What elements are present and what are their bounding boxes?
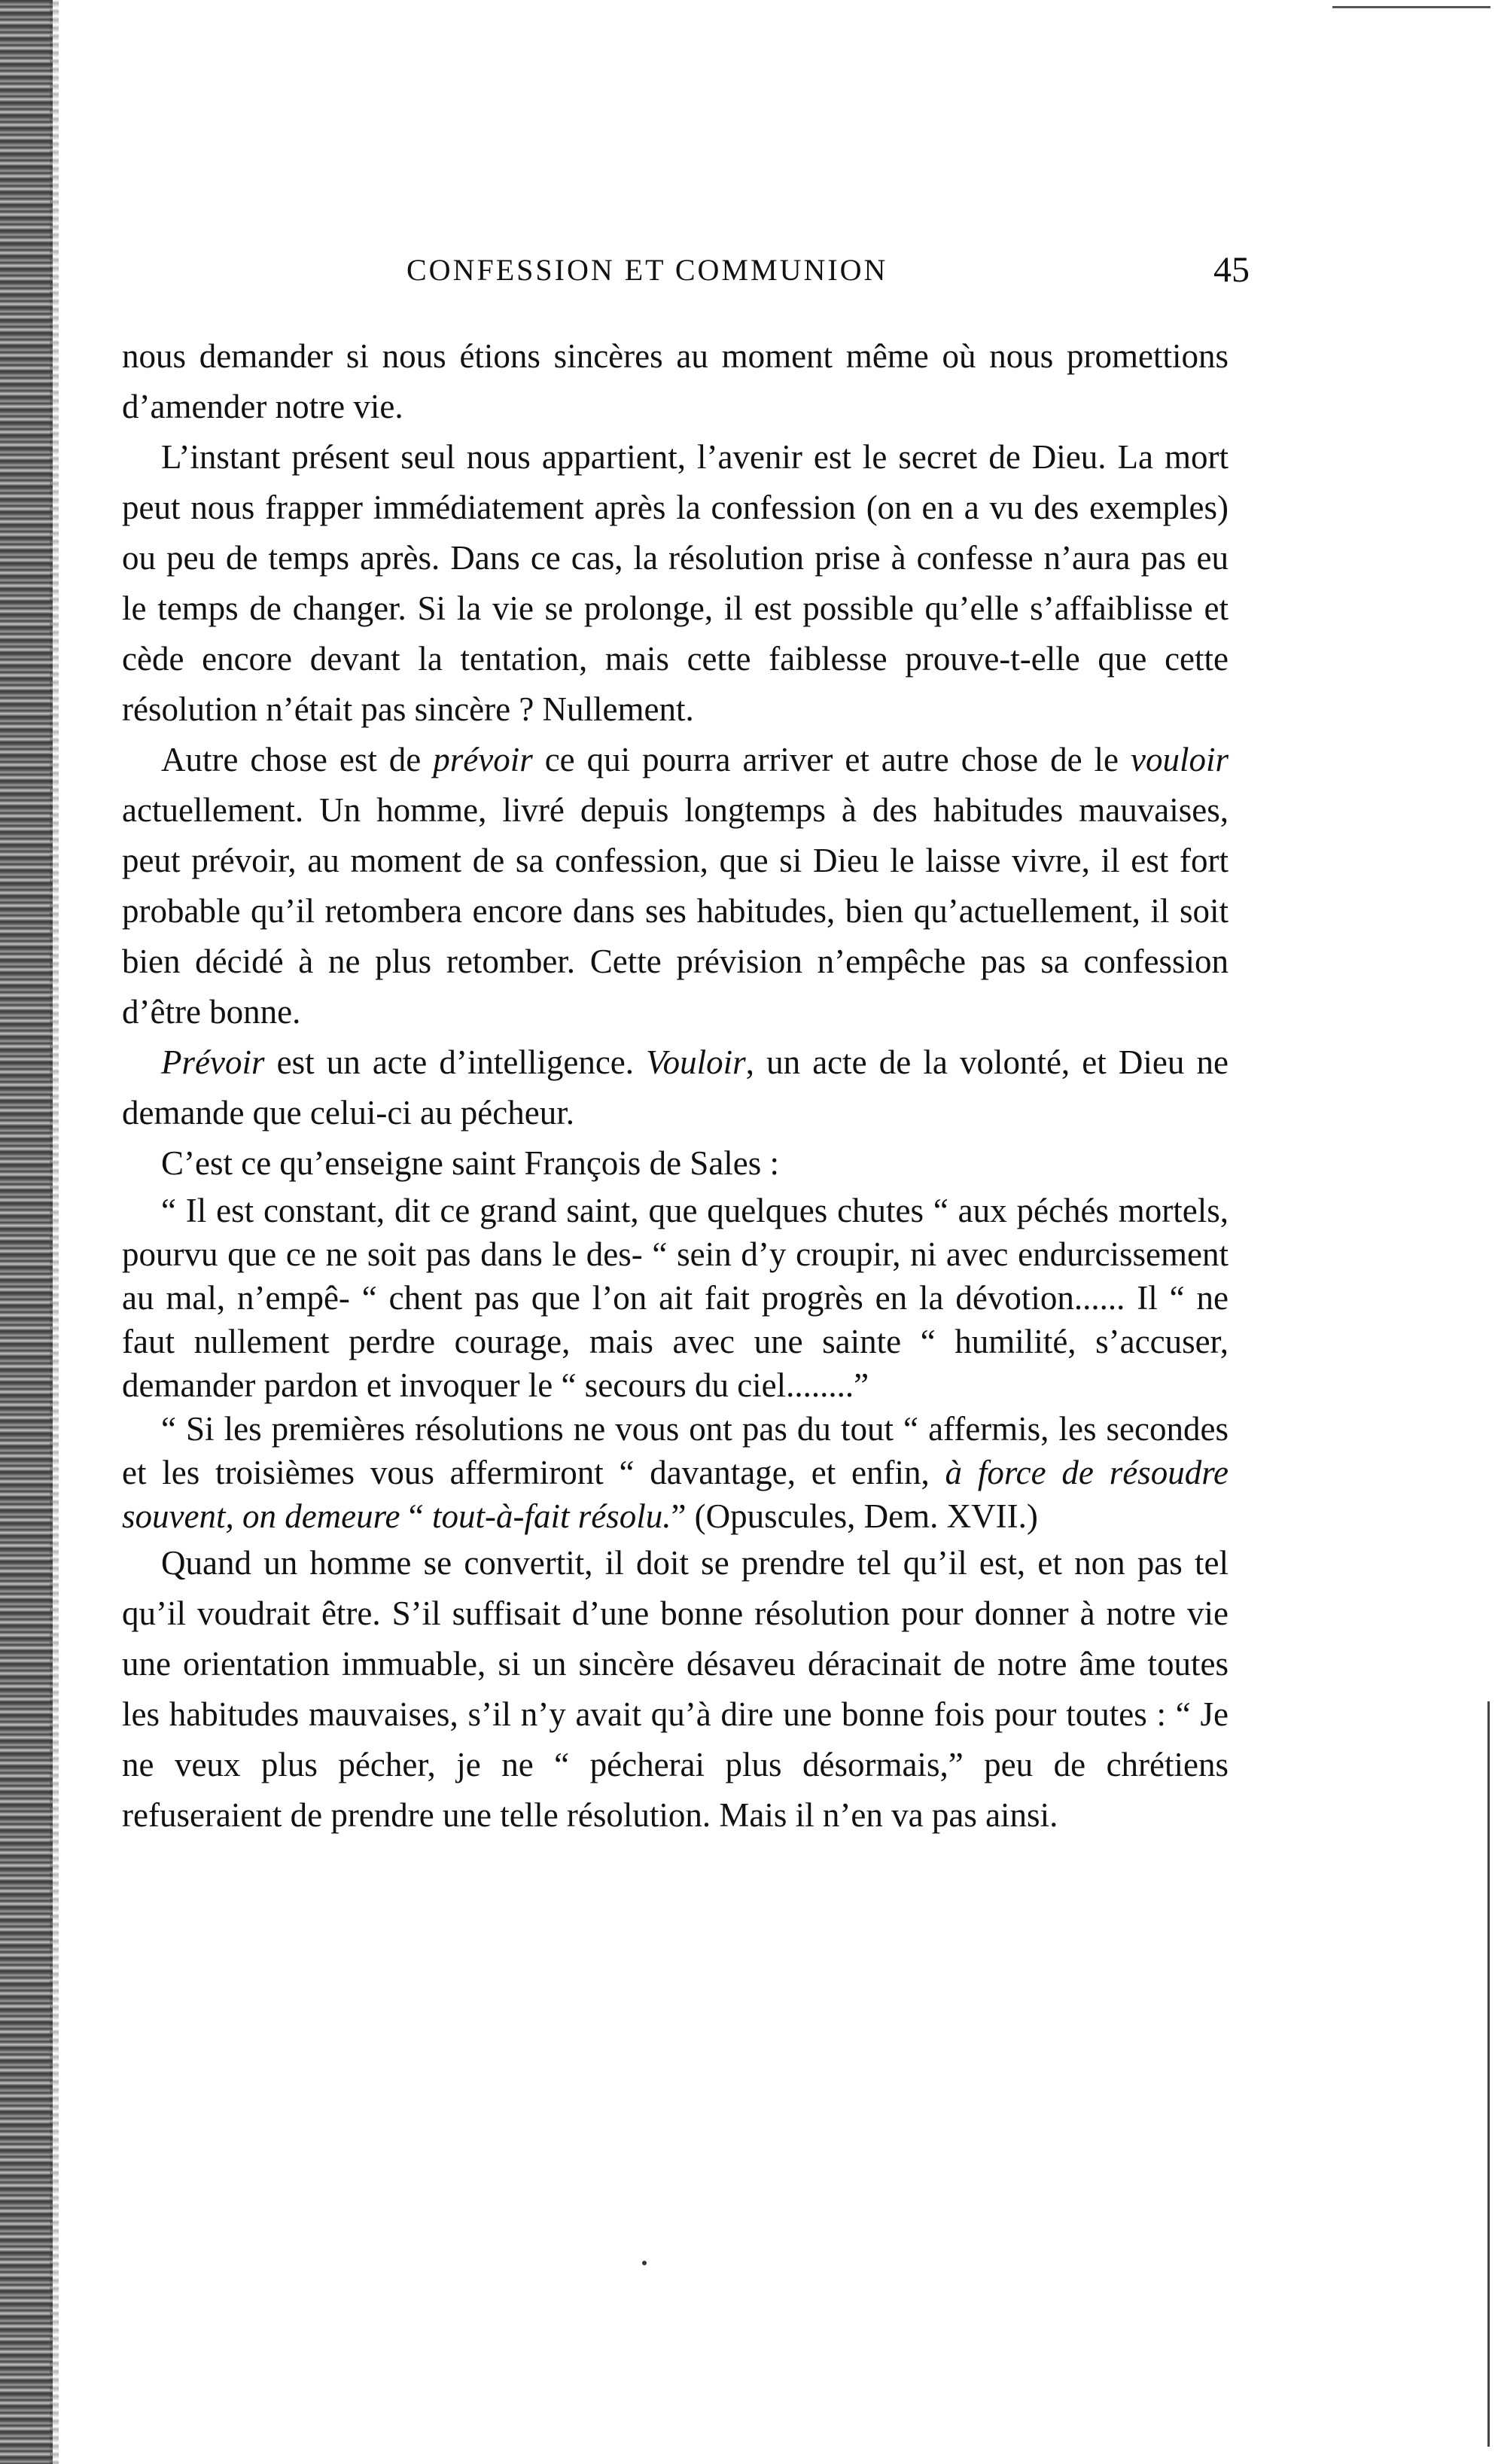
paragraph-4-italic-vouloir: Vouloir <box>646 1043 746 1081</box>
paragraph-3-text-a: Autre chose est de <box>161 741 434 778</box>
page-body <box>122 331 1229 1841</box>
paragraph-5 <box>122 1138 1229 1189</box>
paragraph-1-text: nous demander si nous étions sincères au moment même où nous promettions d’amender notre vie. <box>122 337 1229 425</box>
quotation-1 <box>122 1189 1229 1407</box>
paragraph-3-text-b: ce qui pourra arriver et autre chose de le <box>532 741 1131 778</box>
running-title: CONFESSION ET COMMUNION <box>406 253 888 287</box>
quotation-2-text-c: ” (Opuscules, Dem. XVII.) <box>671 1497 1038 1535</box>
paragraph-4 <box>122 1037 1229 1138</box>
quotation-1-text: “ Il est constant, dit ce grand saint, que quelques chutes “ aux péchés mortels, pourvu que ce ne soit pas dans le des- “ sein d’y croupir, ni avec endurcissement au mal, n’empê- “ chent pas que l’on ait fait progrès en la dévotion...... Il “ ne faut nullement perdre courage, mais avec une sainte “ humilité, s’accuser, demander pardon et invoquer le “ secours du ciel........” <box>122 1192 1229 1404</box>
quotation-2-italic-a: à force de résoudre souvent, on demeure <box>122 1454 1229 1535</box>
page-number: 45 <box>1213 250 1250 290</box>
paragraph-3-italic-prevoir: prévoir <box>433 741 533 778</box>
page-binding-edge <box>0 0 53 2464</box>
right-edge-mark <box>1487 1701 1490 2447</box>
paragraph-2-text: L’instant présent seul nous appartient, l’avenir est le secret de Dieu. La mort peut nous frapper immédiatement après la confession (on en a vu des exemples) ou peu de temps après. Dans ce cas, la résolution prise à confesse n’aura pas eu le temps de changer. Si la vie se prolonge, il est possible qu’elle s’affaiblisse et cède encore devant la tentation, mais cette faiblesse prouve-t-elle que cette résolution n’était pas sincère ? Nullement. <box>122 438 1229 728</box>
paragraph-4-text-a: est un acte d’intelligence. <box>264 1043 647 1081</box>
stray-ink-dot <box>642 2261 647 2265</box>
paragraph-4-text-b: , un acte de la volonté, et Dieu ne demande que celui-ci au pécheur. <box>122 1043 1229 1131</box>
paragraph-3-italic-vouloir: vouloir <box>1131 741 1229 778</box>
paragraph-3 <box>122 735 1229 1037</box>
page-header <box>406 252 1250 297</box>
paragraph-5-text: C’est ce qu’enseigne saint François de Sales : <box>161 1144 780 1182</box>
paragraph-1 <box>122 331 1229 432</box>
paragraph-4-italic-prevoir: Prévoir <box>161 1043 265 1081</box>
quotation-2-text-b: “ <box>400 1497 432 1535</box>
paragraph-8-text: Quand un homme se convertit, il doit se prendre tel qu’il est, et non pas tel qu’il voudrait être. S’il suffisait d’une bonne résolution pour donner à notre vie une orientation immuable, si un sincère désaveu déracinait de notre âme toutes les habitudes mauvaises, s’il n’y avait qu’à dire une bonne fois pour toutes : “ Je ne veux plus pécher, je ne “ pécherai plus désormais,” peu de chrétiens refuseraient de prendre une telle résolution. Mais il n’en va pas ainsi. <box>122 1544 1229 1834</box>
paragraph-8 <box>122 1538 1229 1841</box>
paragraph-2 <box>122 432 1229 735</box>
top-edge-rule <box>1332 6 1490 8</box>
quotation-2 <box>122 1407 1229 1538</box>
quotation-2-text-a: “ Si les premières résolutions ne vous ont pas du tout “ affermis, les secondes et les troisièmes vous affermiront “ davantage, et enfin, <box>122 1410 1229 1491</box>
quotation-2-italic-b: tout-à-fait résolu. <box>431 1497 671 1535</box>
paragraph-3-text-c: actuellement. Un homme, livré depuis longtemps à des habitudes mauvaises, peut prévoir, au moment de sa confession, que si Dieu le laisse vivre, il est fort probable qu’il retombera encore dans ses habitudes, bien qu’actuellement, il soit bien décidé à ne plus retomber. Cette prévision n’empêche pas sa confession d’être bonne. <box>122 791 1229 1031</box>
